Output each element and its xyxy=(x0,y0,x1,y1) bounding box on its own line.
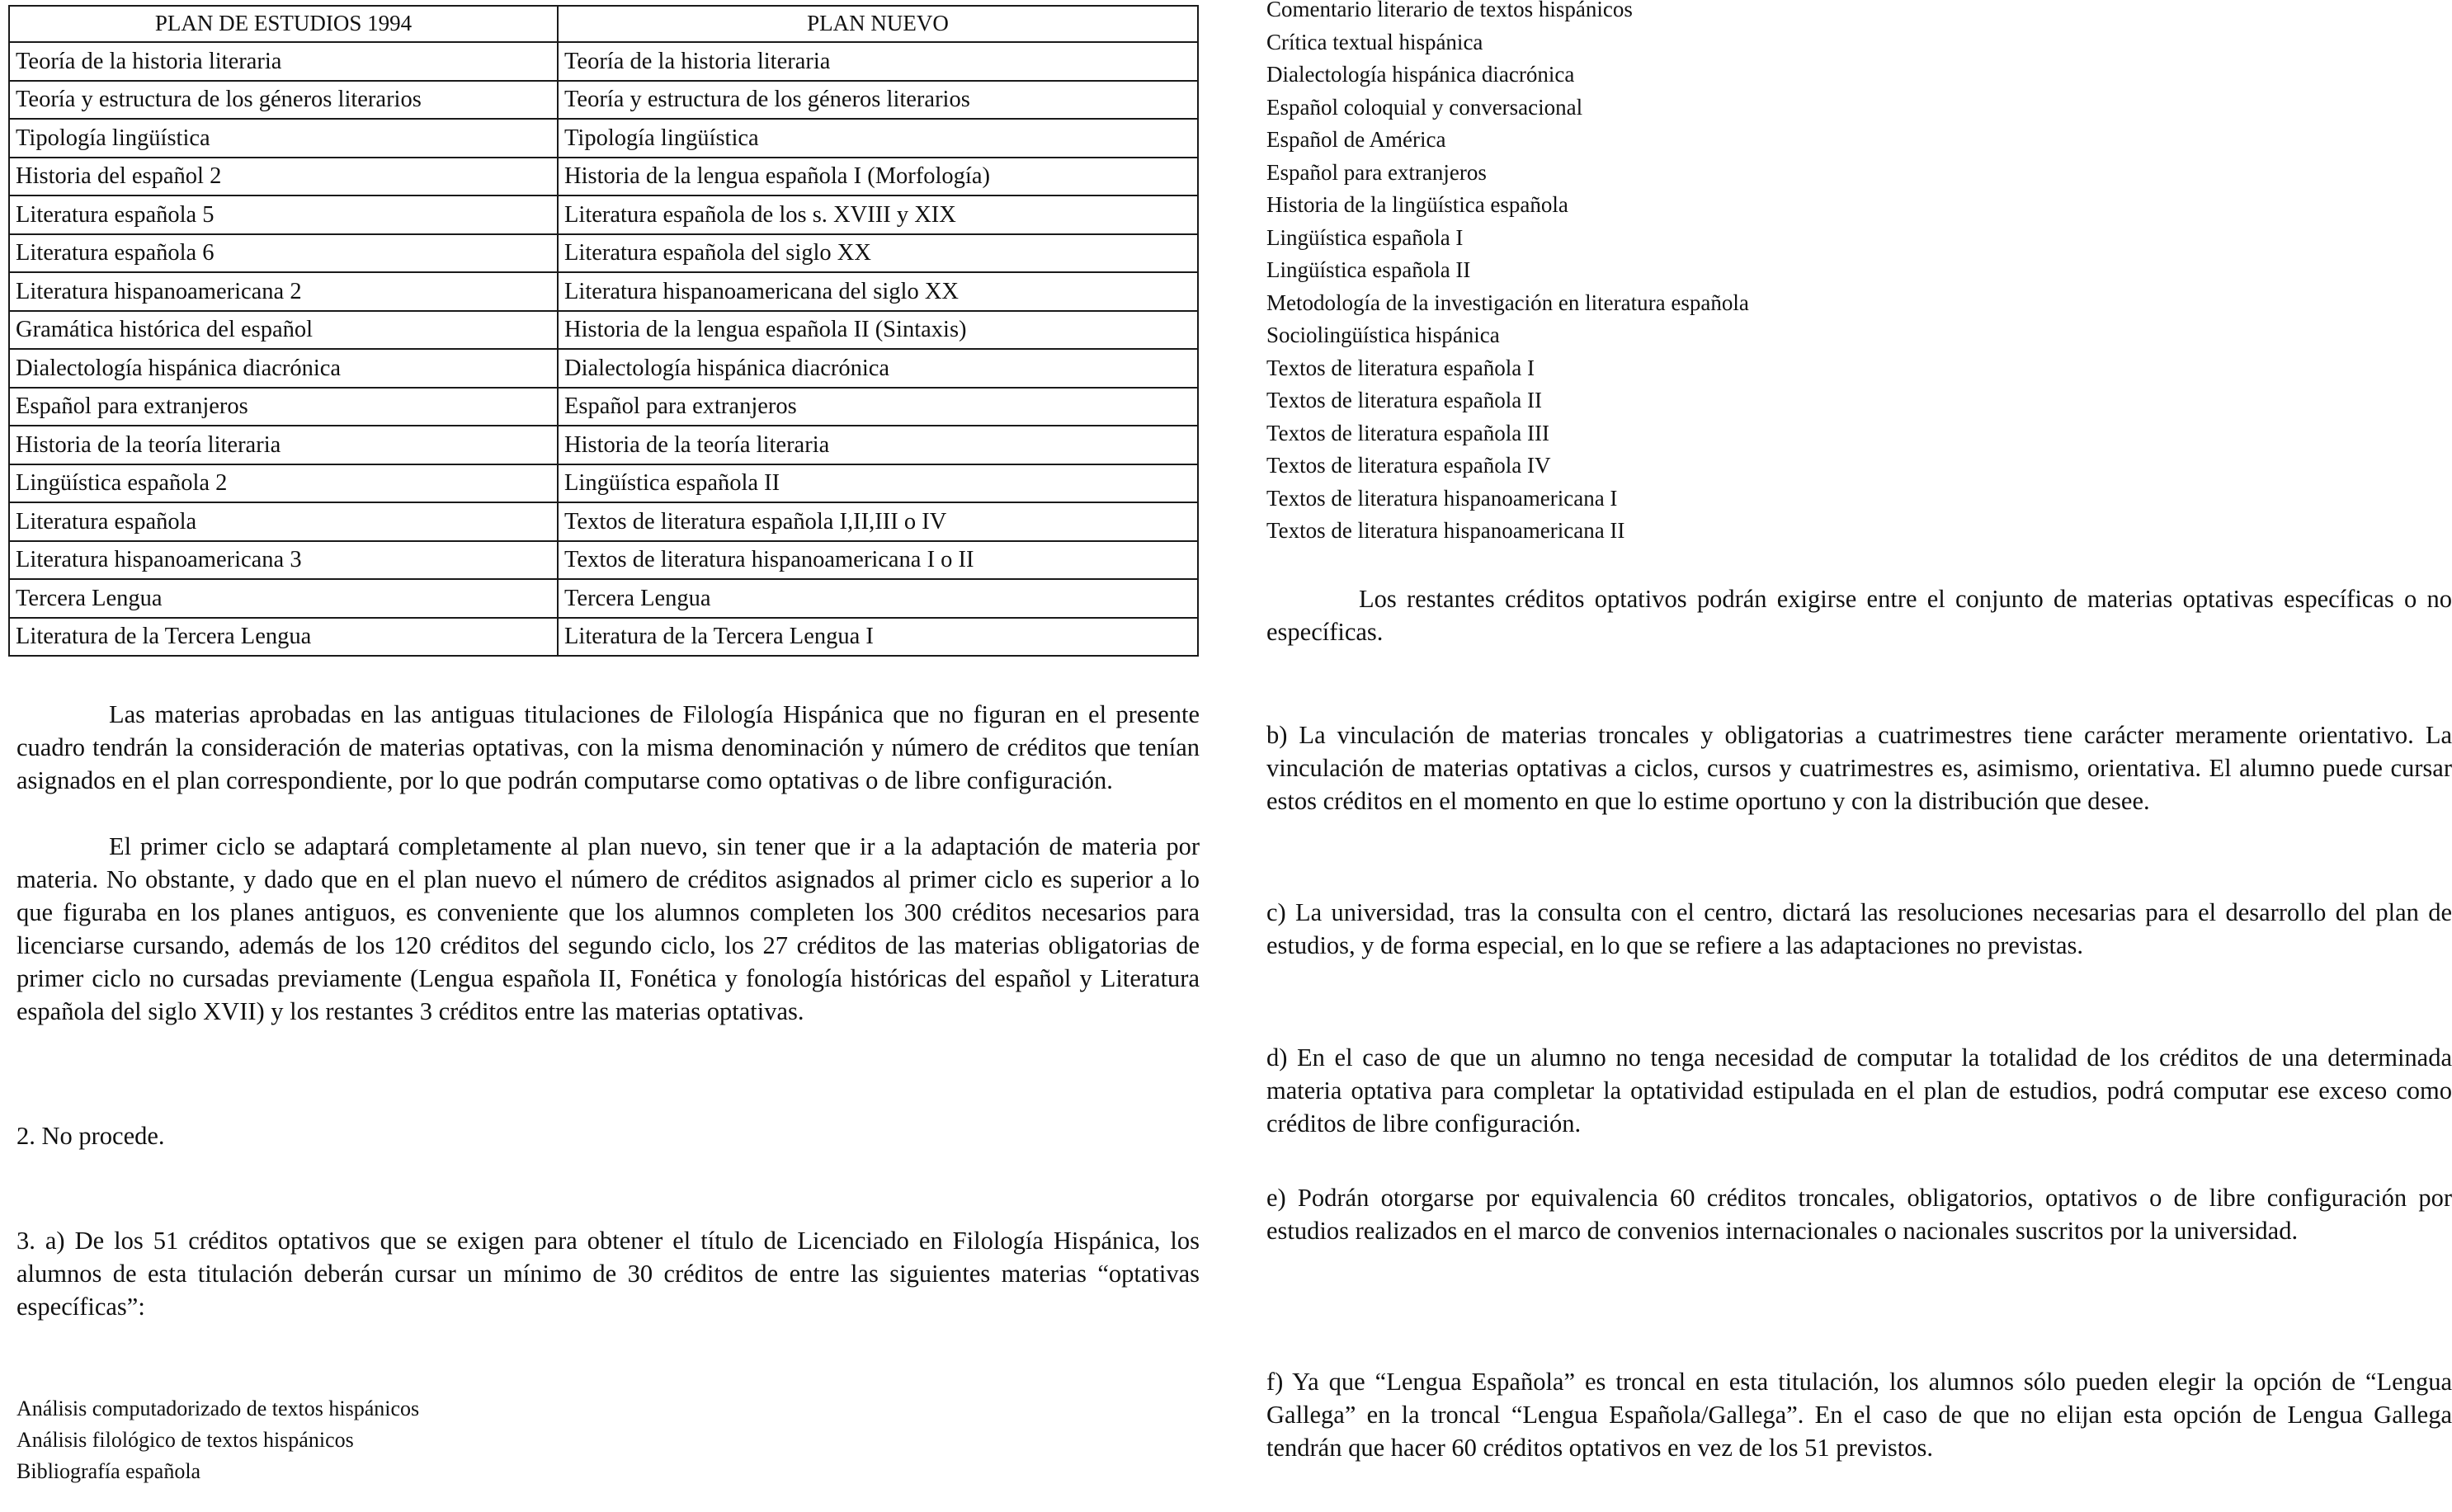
cell-plan-nuevo: Literatura española de los s. XVIII y XIX xyxy=(558,195,1198,234)
cell-plan-1994: Literatura española 6 xyxy=(9,234,558,273)
cell-plan-nuevo: Historia de la teoría literaria xyxy=(558,426,1198,464)
cell-plan-1994: Historia del español 2 xyxy=(9,158,558,196)
cell-plan-nuevo: Lingüística española II xyxy=(558,464,1198,503)
cell-plan-nuevo: Literatura hispanoamericana del siglo XX xyxy=(558,272,1198,311)
paragraph-f-lengua-gallega: f) Ya que “Lengua Española” es troncal en esta titulación, los alumnos sólo pueden elegir la opción de “Lengua Gallega” en la troncal “Lengua Española/Gallega”. En el caso de que no elijan esta opción de Lengua Gallega tendrán que hacer 60 créditos optativos en vez de los 51 previstos. xyxy=(1266,1368,2452,1462)
table-row xyxy=(9,234,1198,273)
paragraph-creditos-optativos: 3. a) De los 51 créditos optativos que se exigen para obtener el título de Licenciado en Filología Hispánica, los alumnos de esta titulación deberán cursar un mínimo de 30 créditos de entre las siguientes materias “optativas específicas”: xyxy=(17,1227,1200,1321)
paragraph-restantes-creditos: Los restantes créditos optativos podrán exigirse entre el conjunto de materias optativas específicas o no específicas. xyxy=(1266,585,2452,646)
cell-plan-1994: Teoría de la historia literaria xyxy=(9,42,558,81)
cell-plan-nuevo: Literatura de la Tercera Lengua I xyxy=(558,618,1198,657)
table-row xyxy=(9,464,1198,503)
table-row xyxy=(9,81,1198,120)
cell-plan-1994: Gramática histórica del español xyxy=(9,311,558,350)
cell-plan-1994: Historia de la teoría literaria xyxy=(9,426,558,464)
list-item: Lingüística española I xyxy=(1266,224,1464,250)
list-item: Textos de literatura española II xyxy=(1266,388,1542,412)
cell-plan-1994: Teoría y estructura de los géneros literarios xyxy=(9,81,558,120)
list-item: Textos de literatura española III xyxy=(1266,420,1549,445)
list-item: Textos de literatura hispanoamericana II xyxy=(1266,518,1625,543)
table-row xyxy=(9,349,1198,388)
cell-plan-nuevo: Textos de literatura hispanoamericana I o II xyxy=(558,541,1198,580)
cell-plan-1994: Español para extranjeros xyxy=(9,388,558,426)
header-plan-1994: PLAN DE ESTUDIOS 1994 xyxy=(9,6,558,42)
cell-plan-nuevo: Historia de la lengua española I (Morfología) xyxy=(558,158,1198,196)
cell-plan-1994: Literatura hispanoamericana 3 xyxy=(9,541,558,580)
paragraph-no-procede: 2. No procede. xyxy=(17,1122,165,1150)
cell-plan-1994: Literatura española 5 xyxy=(9,195,558,234)
cell-plan-nuevo: Tipología lingüística xyxy=(558,119,1198,158)
table-row xyxy=(9,272,1198,311)
table-row xyxy=(9,42,1198,81)
list-item: Lingüística española II xyxy=(1266,257,1471,282)
cell-plan-1994: Literatura española xyxy=(9,502,558,541)
cell-plan-nuevo: Dialectología hispánica diacrónica xyxy=(558,349,1198,388)
cell-plan-1994: Literatura hispanoamericana 2 xyxy=(9,272,558,311)
paragraph-e-equivalencia: e) Podrán otorgarse por equivalencia 60 créditos troncales, obligatorios, optativos o de libre configuración por estudios realizados en el marco de convenios internacionales o nacionales suscritos por la universidad. xyxy=(1266,1184,2452,1245)
table-row xyxy=(9,502,1198,541)
cell-plan-1994: Literatura de la Tercera Lengua xyxy=(9,618,558,657)
list-item: Metodología de la investigación en literatura española xyxy=(1266,290,1749,315)
list-item: Textos de literatura española IV xyxy=(1266,453,1551,478)
table-row xyxy=(9,119,1198,158)
list-item: Crítica textual hispánica xyxy=(1266,29,1483,54)
cell-plan-nuevo: Textos de literatura española I,II,III o IV xyxy=(558,502,1198,541)
cell-plan-1994: Tipología lingüística xyxy=(9,119,558,158)
table-header-row xyxy=(9,6,1198,42)
table-row xyxy=(9,158,1198,196)
paragraph-primer-ciclo: El primer ciclo se adaptará completamente al plan nuevo, sin tener que ir a la adaptación de materia por materia. No obstante, y dado que en el plan nuevo el número de créditos asignados al primer ciclo es superior a lo que figuraba en los planes antiguos, es conveniente que los alumnos completen los 300 créditos necesarios para licenciarse cursando, además de los 120 créditos del segundo ciclo, los 27 créditos de las materias obligatorias de primer ciclo no cursadas previamente (Lengua española II, Fonética y fonología históricas del español y Literatura española del siglo XVII) y los restantes 3 créditos entre las materias optativas. xyxy=(17,832,1200,1025)
list-item: Historia de la lingüística española xyxy=(1266,192,1568,217)
list-item: Español para extranjeros xyxy=(1266,159,1487,185)
list-item: Dialectología hispánica diacrónica xyxy=(1266,62,1575,87)
cell-plan-nuevo: Tercera Lengua xyxy=(558,579,1198,618)
table-row xyxy=(9,195,1198,234)
table-row xyxy=(9,579,1198,618)
table-body xyxy=(9,42,1198,656)
list-item: Textos de literatura española I xyxy=(1266,355,1535,380)
equivalence-table xyxy=(8,5,1199,657)
optativas-list-continued xyxy=(1266,0,1749,548)
cell-plan-1994: Dialectología hispánica diacrónica xyxy=(9,349,558,388)
table-row xyxy=(9,618,1198,657)
list-item: Español coloquial y conversacional xyxy=(1266,94,1583,120)
list-item: Sociolingüística hispánica xyxy=(1266,323,1500,347)
paragraph-c-universidad: c) La universidad, tras la consulta con el centro, dictará las resoluciones necesarias para el desarrollo del plan de estudios, y de forma especial, en lo que se refiere a las adaptaciones no previstas. xyxy=(1266,898,2452,959)
table-row xyxy=(9,426,1198,464)
cell-plan-nuevo: Teoría de la historia literaria xyxy=(558,42,1198,81)
cell-plan-nuevo: Literatura española del siglo XX xyxy=(558,234,1198,273)
cell-plan-nuevo: Español para extranjeros xyxy=(558,388,1198,426)
list-item: Análisis filológico de textos hispánicos xyxy=(17,1428,354,1452)
optativas-list-start xyxy=(17,1393,419,1487)
table-row xyxy=(9,311,1198,350)
paragraph-b-vinculacion: b) La vinculación de materias troncales y obligatorias a cuatrimestres tiene carácter meramente orientativo. La vinculación de materias optativas a ciclos, cursos y cuatrimestres es, asimismo, orientativa. El alumno puede cursar estos créditos en el momento en que lo estime oportuno y con la distribución que desee. xyxy=(1266,721,2452,815)
list-item: Comentario literario de textos hispánicos xyxy=(1266,0,1633,21)
paragraph-optativas: Las materias aprobadas en las antiguas titulaciones de Filología Hispánica que no figuran en el presente cuadro tendrán la consideración de materias optativas, con la misma denominación y número de créditos que tenían asignados en el plan correspondiente, por lo que podrán computarse como optativas o de libre configuración. xyxy=(17,700,1200,794)
table-row xyxy=(9,388,1198,426)
table-row xyxy=(9,541,1198,580)
list-item: Análisis computadorizado de textos hispánicos xyxy=(17,1397,420,1420)
cell-plan-nuevo: Teoría y estructura de los géneros literarios xyxy=(558,81,1198,120)
cell-plan-1994: Lingüística española 2 xyxy=(9,464,558,503)
cell-plan-nuevo: Historia de la lengua española II (Sintaxis) xyxy=(558,311,1198,350)
list-item: Textos de literatura hispanoamericana I xyxy=(1266,485,1618,511)
header-plan-nuevo: PLAN NUEVO xyxy=(558,6,1198,42)
cell-plan-1994: Tercera Lengua xyxy=(9,579,558,618)
list-item: Español de América xyxy=(1266,127,1446,152)
list-item: Bibliografía española xyxy=(17,1459,201,1483)
paragraph-d-exceso: d) En el caso de que un alumno no tenga necesidad de computar la totalidad de los créditos de una determinada materia optativa para completar la optatividad estipulada en el plan de estudios, podrá computar ese exceso como créditos de libre configuración. xyxy=(1266,1043,2452,1138)
